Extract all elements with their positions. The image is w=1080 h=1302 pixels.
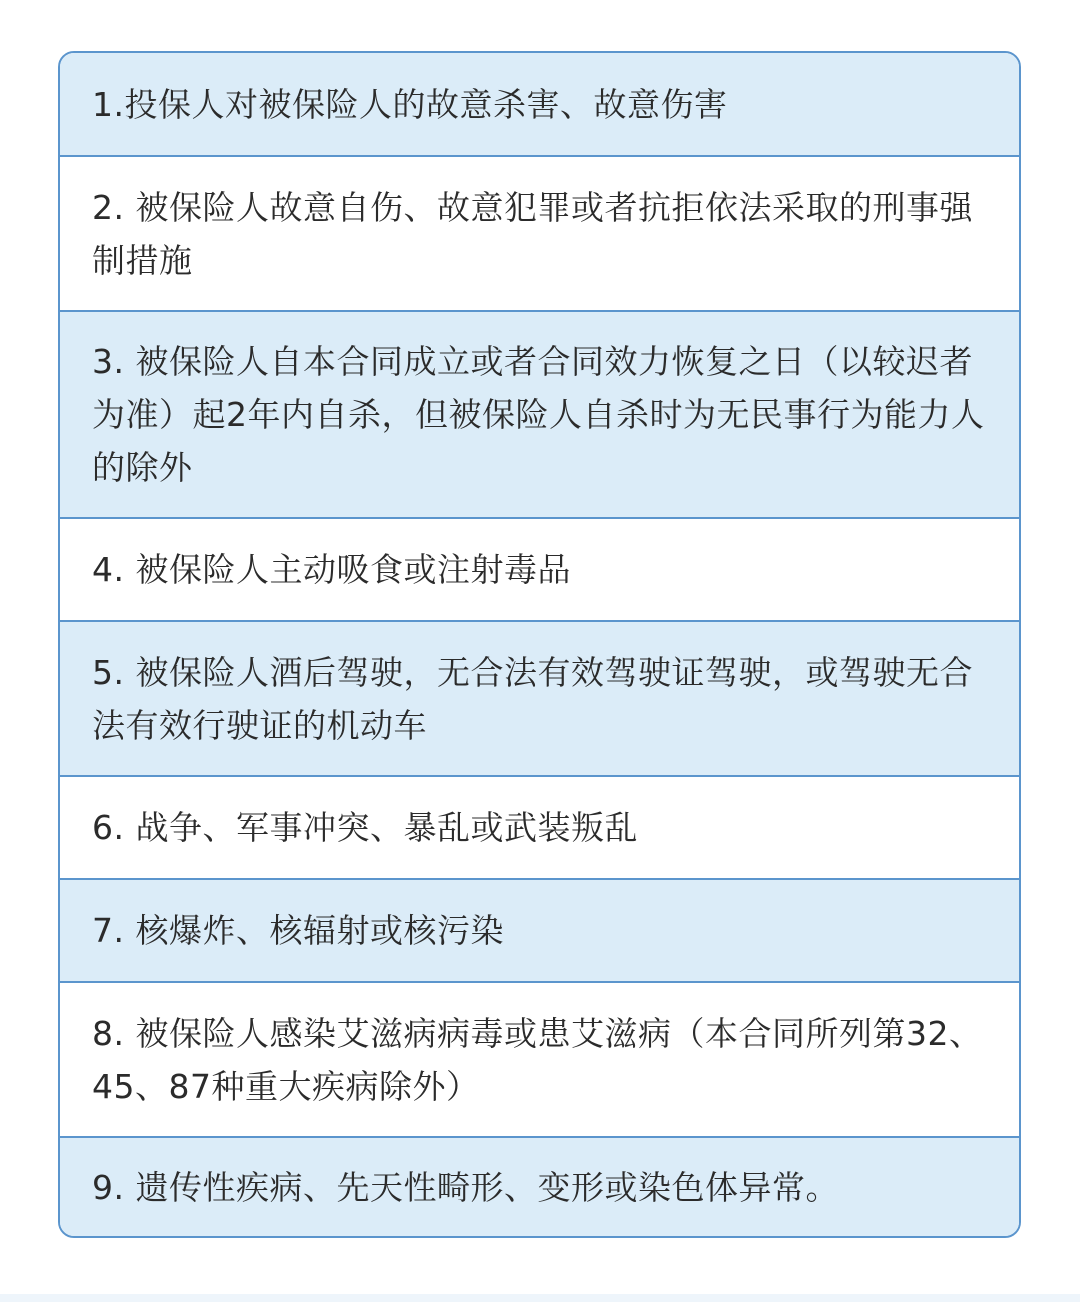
exclusion-row-6 (60, 777, 1019, 880)
exclusion-row-9 (60, 1138, 1019, 1236)
exclusion-text-5: 5. 被保险人酒后驾驶，无合法有效驾驶证驾驶，或驾驶无合法有效行驶证的机动车 (92, 652, 973, 745)
exclusion-text-7: 7. 核爆炸、核辐射或核污染 (92, 911, 504, 950)
exclusion-row-8 (60, 983, 1019, 1138)
exclusion-text-3: 3. 被保险人自本合同成立或者合同效力恢复之日（以较迟者为准）起2年内自杀，但被保险人自杀时为无民事行为能力人的除外 (92, 342, 985, 487)
exclusion-row-1 (60, 53, 1019, 157)
exclusion-text-8: 8. 被保险人感染艾滋病病毒或患艾滋病（本合同所列第32、45、87种重大疾病除外） (92, 1013, 983, 1106)
exclusion-row-3 (60, 312, 1019, 519)
bottom-band (0, 1294, 1080, 1302)
exclusion-text-6: 6. 战争、军事冲突、暴乱或武装叛乱 (92, 808, 638, 847)
exclusion-text-4: 4. 被保险人主动吸食或注射毒品 (92, 550, 571, 589)
exclusion-text-1: 1.投保人对被保险人的故意杀害、故意伤害 (92, 84, 728, 124)
exclusion-text-2: 2. 被保险人故意自伤、故意犯罪或者抗拒依法采取的刑事强制措施 (92, 187, 973, 280)
exclusion-row-4 (60, 519, 1019, 622)
exclusion-row-5 (60, 622, 1019, 777)
exclusion-row-2 (60, 157, 1019, 312)
exclusion-row-7 (60, 880, 1019, 983)
exclusions-table (58, 51, 1021, 1238)
exclusion-text-9: 9. 遗传性疾病、先天性畸形、变形或染色体异常。 (92, 1167, 839, 1207)
